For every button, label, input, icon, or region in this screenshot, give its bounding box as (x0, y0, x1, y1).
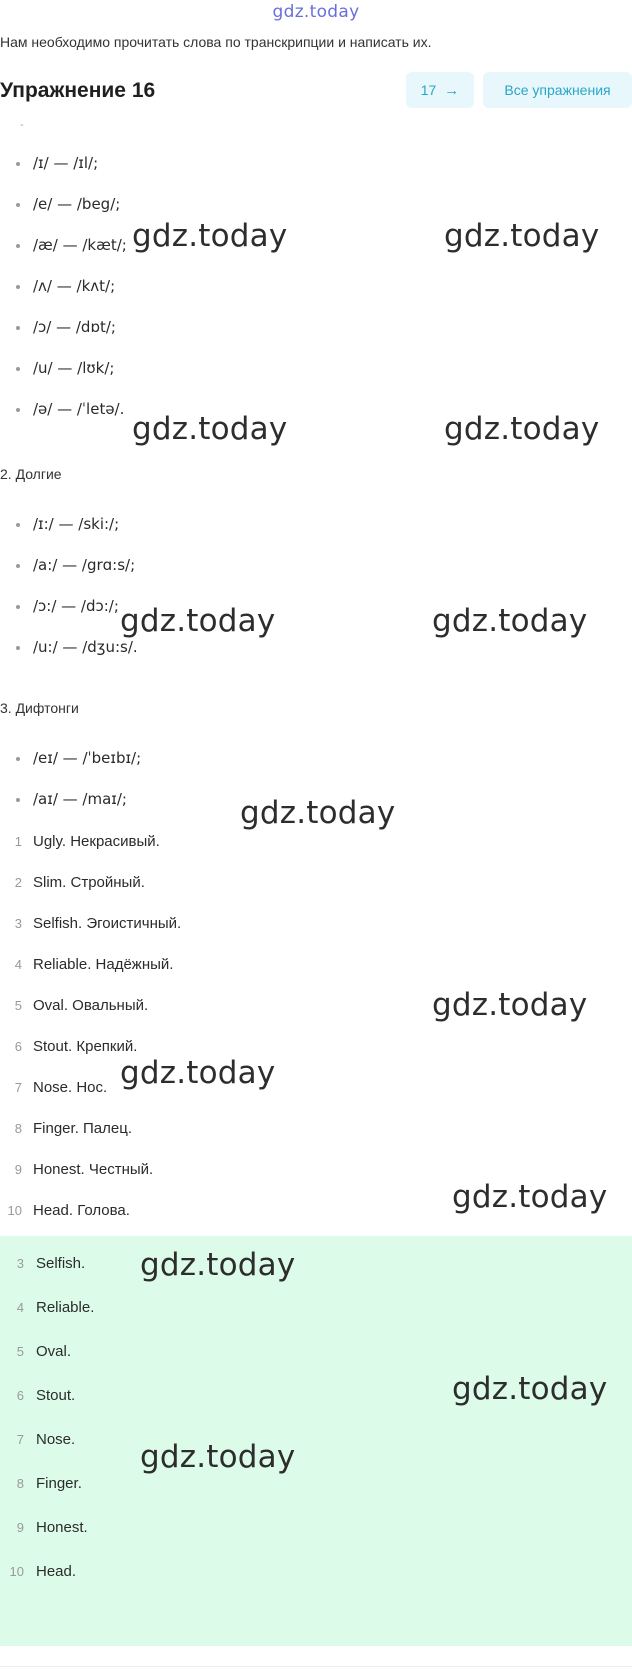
bullet-icon (16, 523, 20, 527)
bullet-icon (16, 408, 20, 412)
watermark: gdz.today (432, 987, 588, 1023)
next-exercise-label: 17 (420, 82, 437, 98)
bullet-icon (16, 367, 20, 371)
watermark: gdz.today (452, 1371, 608, 1407)
watermark: gdz.today (432, 603, 588, 639)
watermark: gdz.today (132, 218, 288, 254)
watermark: gdz.today (444, 411, 600, 447)
section-title-diphthongs: 3. Дифтонги (0, 700, 79, 716)
exercise-header (0, 72, 632, 112)
arrow-right-icon: → (444, 81, 460, 99)
bullet-icon (16, 326, 20, 330)
watermark: gdz.today (120, 603, 276, 639)
bullet-icon (16, 162, 20, 166)
watermark: gdz.today (240, 795, 396, 831)
bullet-icon (16, 646, 20, 650)
bullet-icon (16, 605, 20, 609)
section-stub: - (20, 119, 24, 131)
task-description: Нам необходимо прочитать слова по транскрипции и написать их. (0, 34, 432, 50)
site-logo[interactable]: gdz.today (272, 2, 360, 22)
next-exercise-button[interactable] (406, 72, 474, 108)
bullet-icon (16, 285, 20, 289)
watermark: gdz.today (452, 1179, 608, 1215)
watermark: gdz.today (120, 1055, 276, 1091)
watermark: gdz.today (140, 1439, 296, 1475)
answer-block: 3 Selfish. 4 Reliable. 5 Oval. 6 Stout. 7 Nose. 8 Finger. 9 Honest. 10 Head. (0, 1236, 632, 1646)
bullet-icon (16, 244, 20, 248)
bullet-icon (16, 203, 20, 207)
bullet-icon (16, 757, 20, 761)
all-exercises-label: Все упражнения (504, 82, 611, 98)
divider (0, 1666, 632, 1667)
watermark: gdz.today (132, 411, 288, 447)
watermark: gdz.today (140, 1247, 296, 1283)
all-exercises-button[interactable] (483, 72, 632, 108)
section-title-long: 2. Долгие (0, 466, 62, 482)
bullet-icon (16, 798, 20, 802)
watermark: gdz.today (444, 218, 600, 254)
bullet-icon (16, 564, 20, 568)
exercise-title: Упражнение 16 (0, 79, 156, 102)
